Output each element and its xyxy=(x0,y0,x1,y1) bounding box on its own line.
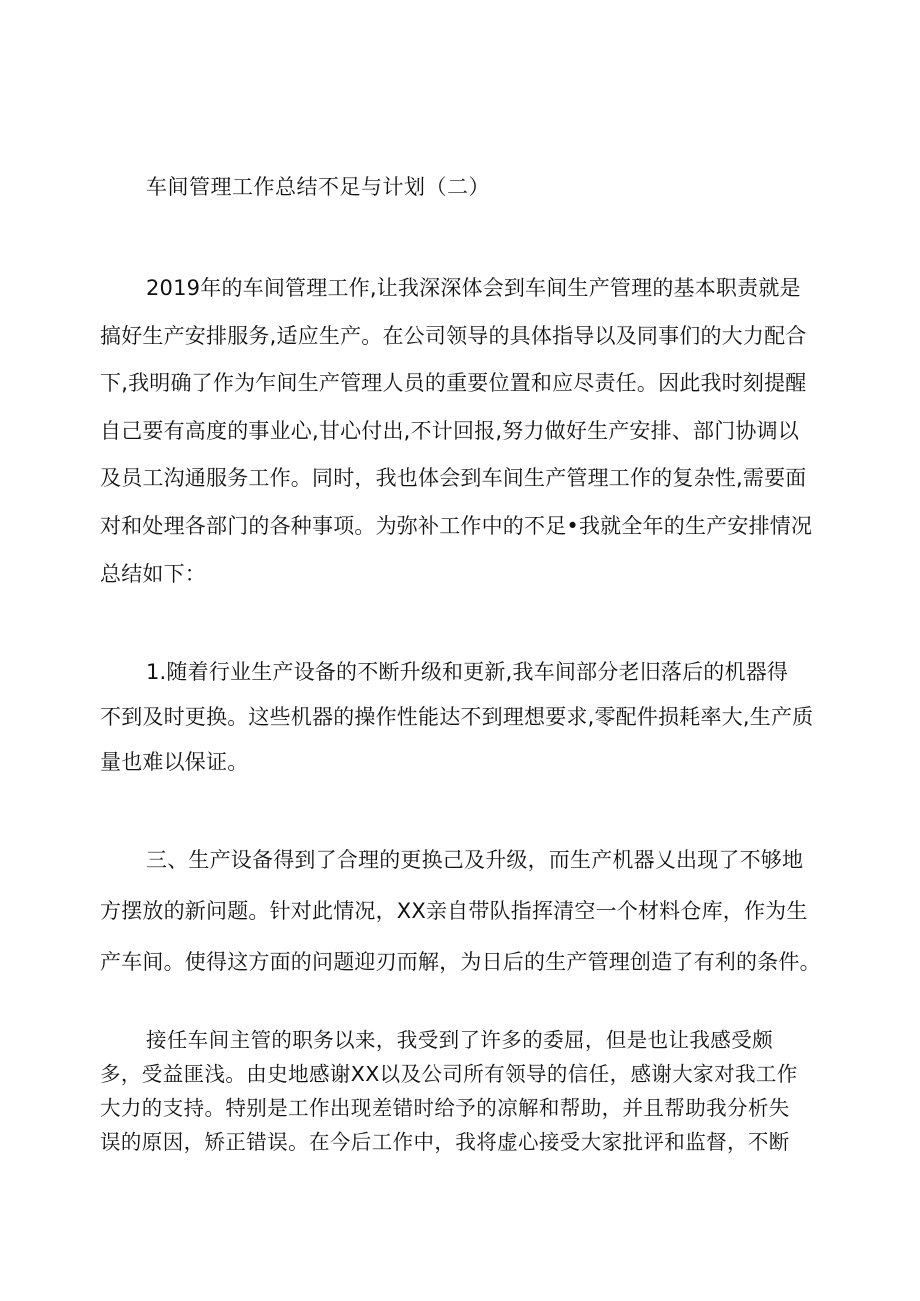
paragraph-line: 多，受益匪浅。由史地感谢XX以及公司所有领导的信任，感谢大家对我工作 xyxy=(100,1062,798,1086)
paragraph-line: 下,我明确了作为乍间生产管理人员的重要位置和应尽责任。因此我时刻提醒 xyxy=(100,371,807,396)
paragraph-section-3 xyxy=(100,835,825,988)
paragraph-line: 大力的支持。特别是工作出现差错时给予的凉解和帮助，并且帮助我分析失 xyxy=(100,1096,790,1120)
paragraph-line: 误的原因，矫正错误。在今后工作中，我将虚心接受大家批评和监督，不断 xyxy=(100,1130,790,1154)
paragraph-line: 不到及时更换。这些机器的操作性能达不到理想要求,零配件损耗率大,生产质 xyxy=(100,705,814,729)
paragraph-line: 及员工沟通服务工作。同时，我也体会到车间生产管理工作的复杂性,需要面 xyxy=(100,466,807,491)
paragraph-line: 三、生产设备得到了合理的更换己及升级，而生产机器乂出现了不够地 xyxy=(146,848,804,872)
paragraph-line: 自己要有高度的事业心,甘心付出,不计回报,努力做好生产安排、部门协调以 xyxy=(100,418,800,443)
paragraph-line: 2019年的车间管理工作,让我深深体会到车间生产管理的基本职责就是 xyxy=(146,276,801,300)
paragraph-line: 总结如下： xyxy=(100,561,206,586)
paragraph-line: 搞好生产安排服务,适应生产。在公司领导的具体指导以及同事们的大力配合 xyxy=(100,323,807,348)
paragraph-line: 接任车间主管的职务以来，我受到了许多的委屈，但是也让我感受颇 xyxy=(146,1028,773,1052)
paragraph-line: 产车间。使得这方面的问题迎刃而解，为日后的生产管理创造了有利的条件。 xyxy=(100,950,821,974)
paragraph-line: 量也难以保证。 xyxy=(100,750,249,774)
paragraph-item-1 xyxy=(100,650,825,785)
paragraph-line: 1.随着行业生产设备的不断升级和更新,我车间部分老旧落后的机器得 xyxy=(146,660,789,684)
paragraph-line: 对和处理各部门的各种事项。为弥补工作中的不足•我就全年的生产安排情况 xyxy=(100,513,813,538)
paragraph-work-summary xyxy=(100,265,825,598)
document-title: 车间管理工作总结不足与计划（二） xyxy=(146,175,490,199)
paragraph-acknowledgement xyxy=(100,1023,825,1159)
paragraph-line: 方摆放的新问题。针对此情况，XX亲自带队指挥清空一个材料仓库，作为生 xyxy=(100,899,808,923)
